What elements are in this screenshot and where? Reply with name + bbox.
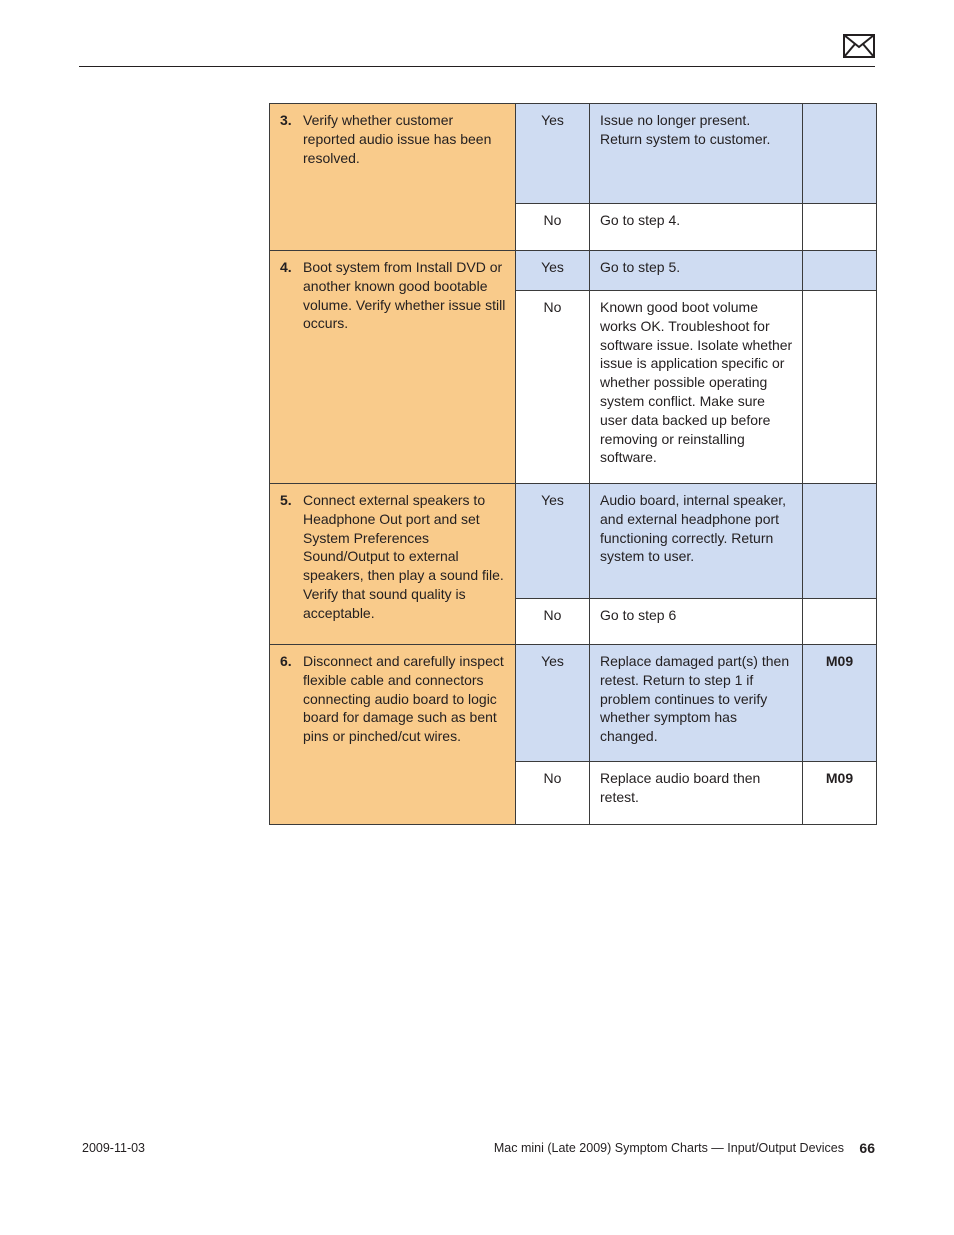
code-no: M09 [803, 762, 877, 825]
answer-no: No [516, 599, 590, 645]
header-rule [79, 66, 875, 67]
step-text: Connect external speakers to Headphone Out port and set System Preferences Sound/Output to external speakers, then play a sound file. Verify that sound quality is acceptable. [303, 492, 504, 621]
answer-yes: Yes [516, 484, 590, 599]
answer-no: No [516, 291, 590, 484]
page-number: 66 [859, 1140, 875, 1156]
symptom-chart-table [269, 103, 877, 825]
answer-no: No [516, 204, 590, 251]
step-number: 5. [280, 492, 292, 508]
result-yes: Audio board, internal speaker, and external headphone port functioning correctly. Return system to user. [590, 484, 803, 599]
step-text: Boot system from Install DVD or another known good bootable volume. Verify whether issue still occurs. [303, 259, 506, 332]
envelope-icon[interactable] [843, 34, 875, 58]
footer-date: 2009-11-03 [82, 1141, 146, 1155]
footer-title: Mac mini (Late 2009) Symptom Charts — Input/Output Devices [493, 1141, 844, 1155]
step-number: 6. [280, 653, 292, 669]
code-no [803, 291, 877, 484]
table-row [270, 484, 877, 599]
step-cell [270, 484, 516, 645]
result-no: Replace audio board then retest. [590, 762, 803, 825]
answer-yes: Yes [516, 104, 590, 204]
code-yes [803, 104, 877, 204]
answer-no: No [516, 762, 590, 825]
step-cell [270, 104, 516, 251]
table-row [270, 104, 877, 204]
answer-yes: Yes [516, 645, 590, 762]
table-row [270, 251, 877, 291]
result-no: Go to step 4. [590, 204, 803, 251]
step-text: Verify whether customer reported audio issue has been resolved. [303, 112, 492, 166]
step-cell [270, 251, 516, 484]
step-number: 3. [280, 112, 292, 128]
result-no: Go to step 6 [590, 599, 803, 645]
step-text: Disconnect and carefully inspect flexible cable and connectors connecting audio board to logic board for damage such as bent pins or pinched/cut wires. [303, 653, 504, 745]
step-number: 4. [280, 259, 292, 275]
step-cell [270, 645, 516, 825]
result-yes: Replace damaged part(s) then retest. Return to step 1 if problem continues to verify whether symptom has changed. [590, 645, 803, 762]
result-yes: Issue no longer present. Return system to customer. [590, 104, 803, 204]
code-yes: M09 [803, 645, 877, 762]
result-no: Known good boot volume works OK. Troubleshoot for software issue. Isolate whether issue is application specific or whether possible operating system conflict. Make sure user data backed up before removing or reinstalling software. [590, 291, 803, 484]
code-no [803, 204, 877, 251]
result-yes: Go to step 5. [590, 251, 803, 291]
table-row [270, 645, 877, 762]
code-no [803, 599, 877, 645]
code-yes [803, 484, 877, 599]
answer-yes: Yes [516, 251, 590, 291]
code-yes [803, 251, 877, 291]
